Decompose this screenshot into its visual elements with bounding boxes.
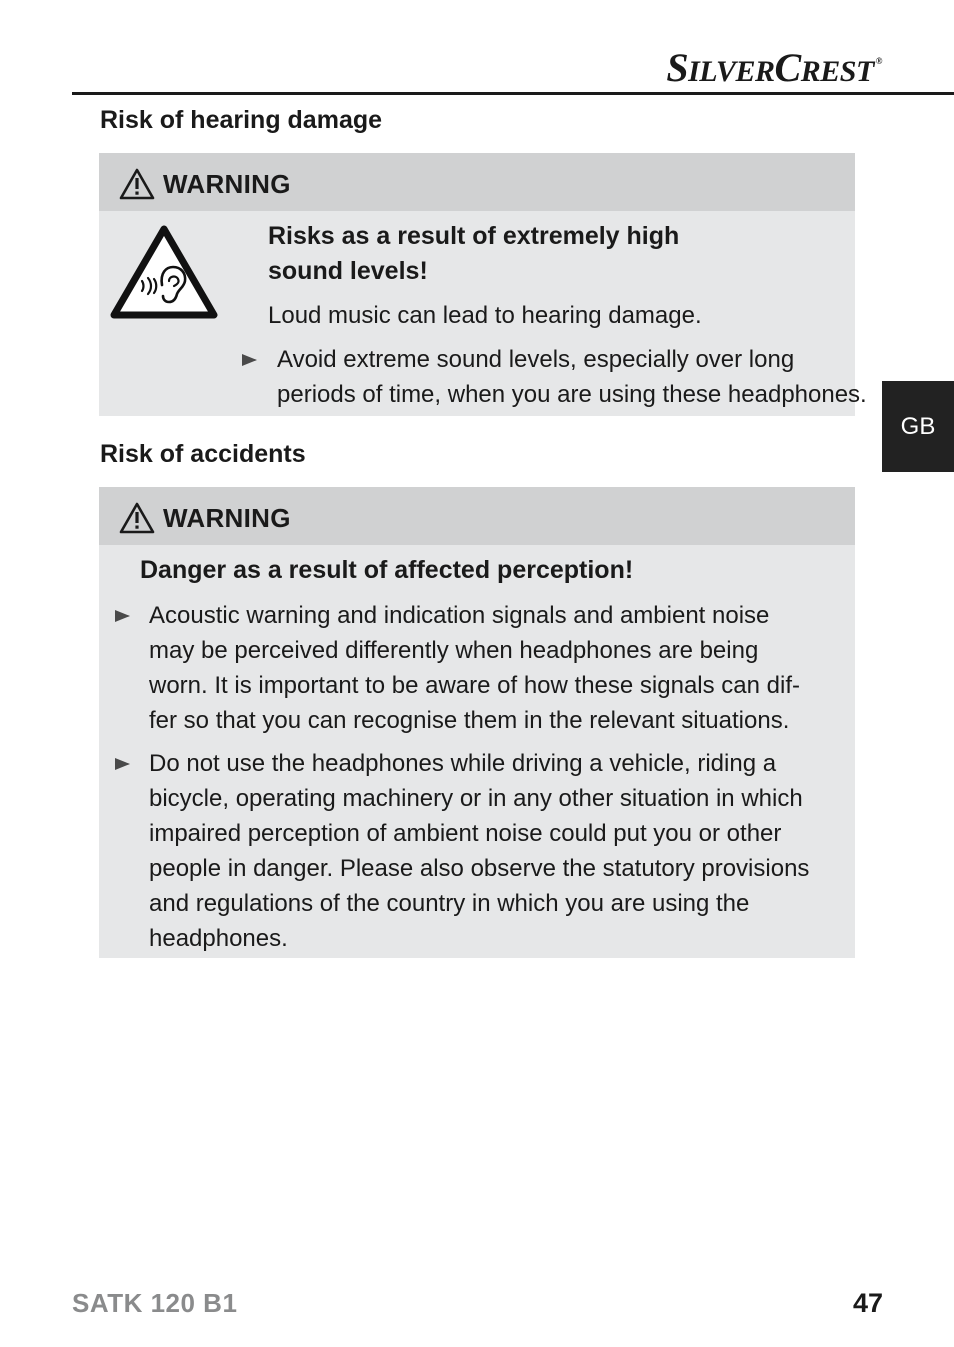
warning-box-accidents	[99, 487, 855, 958]
warning-header	[99, 153, 855, 211]
brand-logo: SILVERCREST ®	[666, 45, 882, 90]
bullet-item: Acoustic warning and indication signals and ambient noise may be perceived differently when headphones are being worn. It is important to be aware of how these signals can dif- fer so that you can recognise them in the relevant situations.	[115, 598, 800, 738]
header-rule	[72, 92, 954, 95]
footer-model: SATK 120 B1	[72, 1288, 238, 1318]
language-tab: GB	[882, 381, 954, 472]
hearing-damage-icon	[110, 223, 218, 321]
warning-header	[99, 487, 855, 545]
bullet-item: Do not use the headphones while driving a vehicle, riding a bicycle, operating machinery or in any other situation in which impaired perception of ambient noise could put you or other people in danger. Please also observe the statutory provisions and regulations of the country in which you are using the headphones.	[115, 746, 809, 956]
warning-label: WARNING	[163, 169, 291, 199]
page-number: 47	[852, 1288, 883, 1318]
warning-box-hearing	[99, 153, 867, 416]
warning-text: Loud music can lead to hearing damage.	[268, 302, 702, 329]
bullet-arrow-icon	[242, 354, 257, 366]
bullet-item: Avoid extreme sound levels, especially over long periods of time, when you are using these headphones.	[242, 342, 867, 412]
warning-title: Risks as a result of extremely high sound levels!	[268, 222, 680, 285]
section-heading-accidents: Risk of accidents	[100, 440, 306, 468]
warning-triangle-icon	[119, 168, 155, 200]
section-heading-hearing: Risk of hearing damage	[100, 106, 383, 134]
bullet-arrow-icon	[115, 610, 130, 622]
bullet-arrow-icon	[115, 758, 130, 770]
warning-title: Danger as a result of affected perception!	[140, 556, 634, 584]
warning-triangle-icon	[119, 502, 155, 534]
warning-label: WARNING	[163, 503, 291, 533]
